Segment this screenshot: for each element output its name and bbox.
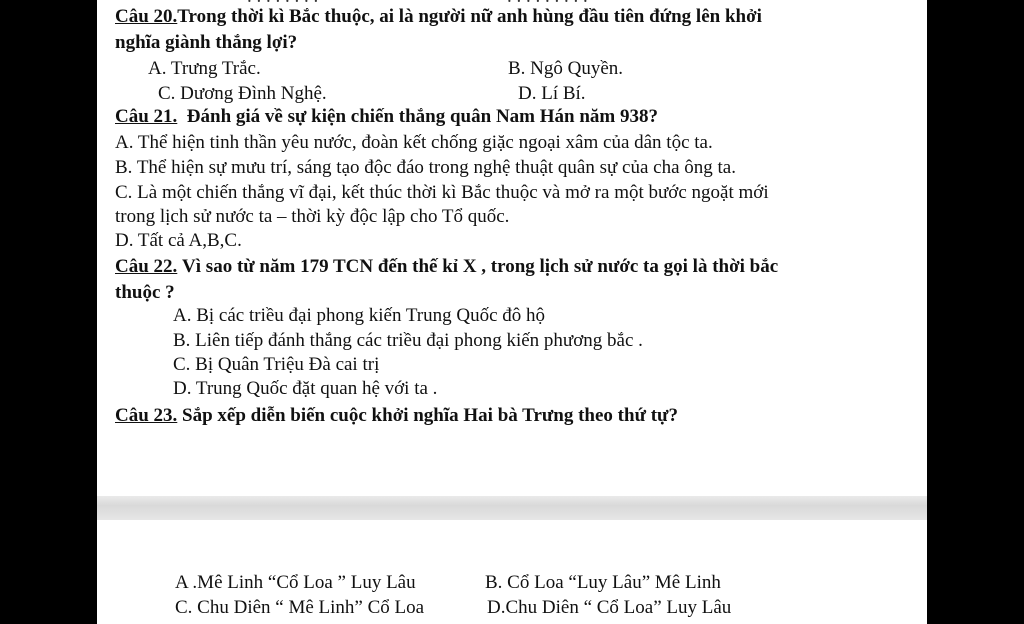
- question-22-option-a: A. Bị các triều đại phong kiến Trung Quốc đô hộ: [173, 305, 546, 326]
- question-23-label: Câu 23.: [115, 405, 178, 426]
- question-23-stem: Sắp xếp diễn biến cuộc khởi nghĩa Hai bà Trưng theo thứ tự?: [182, 405, 678, 426]
- question-22-option-b: B. Liên tiếp đánh thắng các triều đại phong kiến phương bắc .: [173, 330, 643, 351]
- question-23-option-b: B. Cổ Loa “Luy Lâu” Mê Linh: [485, 572, 721, 593]
- question-21-option-c-line1: C. Là một chiến thắng vĩ đại, kết thúc thời kì Bắc thuộc và mở ra một bước ngoặt mới: [115, 182, 769, 203]
- question-21-option-a: A. Thể hiện tinh thần yêu nước, đoàn kết chống giặc ngoại xâm của dân tộc ta.: [115, 132, 713, 153]
- document-page-bottom[interactable]: [97, 520, 927, 624]
- question-23-option-a: A .Mê Linh “Cổ Loa ” Luy Lâu: [175, 572, 416, 593]
- question-20-label: Câu 20.: [115, 6, 178, 27]
- question-20-option-c: C. Dương Đình Nghệ.: [158, 83, 327, 104]
- question-21-option-d: D. Tất cả A,B,C.: [115, 230, 242, 251]
- question-22-option-c: C. Bị Quân Triệu Đà cai trị: [173, 354, 380, 375]
- question-20-stem-line1: Trong thời kì Bắc thuộc, ai là người nữ anh hùng đầu tiên đứng lên khởi: [177, 6, 762, 27]
- question-21-label: Câu 21.: [115, 106, 178, 127]
- question-21-option-c-line2: trong lịch sử nước ta – thời kỳ độc lập cho Tổ quốc.: [115, 206, 510, 227]
- cropped-previous-line: [97, 0, 927, 2]
- question-23-option-d: D.Chu Diên “ Cổ Loa” Luy Lâu: [487, 597, 732, 618]
- question-22-option-d: D. Trung Quốc đặt quan hệ với ta .: [173, 378, 438, 399]
- question-20-stem-line2: nghĩa giành thắng lợi?: [115, 32, 298, 53]
- question-21-option-b: B. Thể hiện sự mưu trí, sáng tạo độc đáo trong nghệ thuật quân sự của cha ông ta.: [115, 157, 736, 178]
- page-break-gap: [97, 496, 927, 520]
- question-20: [115, 6, 762, 28]
- question-20-option-d: D. Lí Bí.: [518, 83, 586, 104]
- question-21: [115, 106, 658, 128]
- question-20-option-a: A. Trưng Trắc.: [148, 58, 261, 79]
- question-23-option-c: C. Chu Diên “ Mê Linh” Cổ Loa: [175, 597, 425, 618]
- question-21-stem: Đánh giá về sự kiện chiến thắng quân Nam Hán năm 938?: [186, 106, 658, 127]
- question-22-stem-line1: Vì sao từ năm 179 TCN đến thế kỉ X , trong lịch sử nước ta gọi là thời bắc: [182, 256, 779, 277]
- question-22-stem-line2: thuộc ?: [115, 282, 175, 303]
- question-23: [115, 405, 678, 427]
- question-22: [115, 256, 778, 278]
- question-22-label: Câu 22.: [115, 256, 178, 277]
- question-20-option-b: B. Ngô Quyền.: [508, 58, 624, 79]
- document-page-top[interactable]: [97, 0, 927, 496]
